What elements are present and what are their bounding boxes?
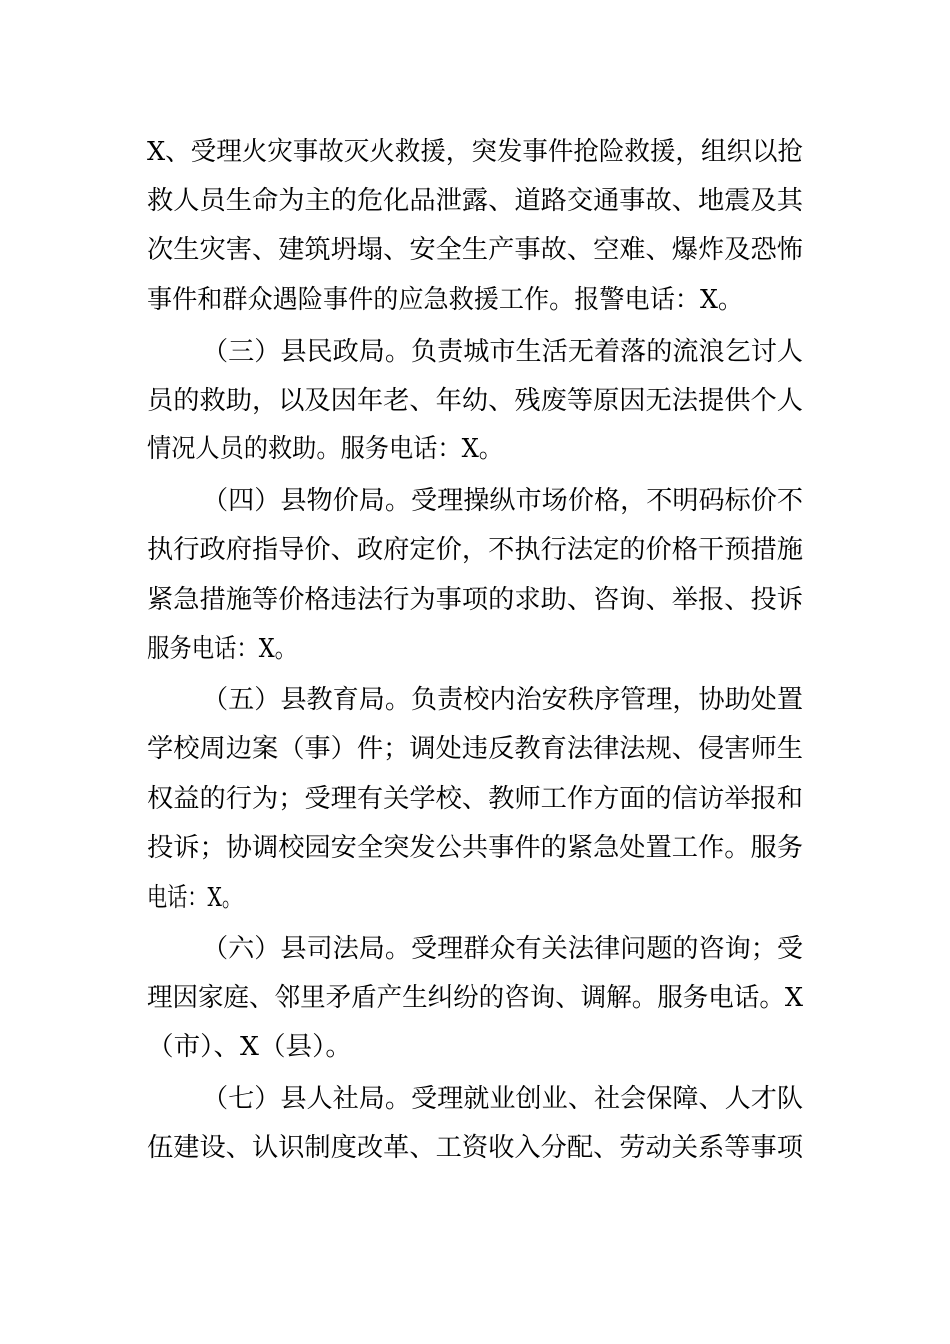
text-line: [0, 1128, 950, 1168]
line-text: 服务电话：X。: [147, 634, 297, 664]
line-text: 员的救助，以及因年老、年幼、残废等原因无法提供个人: [147, 386, 803, 416]
text-line: [0, 878, 950, 918]
text-line: [0, 978, 950, 1018]
text-line: [0, 629, 950, 669]
text-line: [0, 481, 950, 521]
line-text: （三）县民政局。负责城市生活无着落的流浪乞讨人: [202, 337, 803, 367]
line-text: 伍建设、认识制度改革、工资收入分配、劳动关系等事项: [147, 1133, 803, 1163]
text-line: [0, 332, 950, 372]
text-line: [0, 530, 950, 570]
line-text: 学校周边案（事）件；调处违反教育法律法规、侵害师生: [147, 734, 803, 764]
line-text: （市）、X（县）。: [147, 1032, 352, 1062]
line-text: 电话：X。: [147, 883, 242, 913]
line-text: （五）县教育局。负责校内治安秩序管理，协助处置: [202, 685, 803, 715]
line-text: （六）县司法局。受理群众有关法律问题的咨询；受: [202, 934, 803, 964]
text-line: [0, 280, 950, 320]
line-text: 救人员生命为主的危化品泄露、道路交通事故、地震及其: [147, 186, 803, 216]
text-line: [0, 828, 950, 868]
text-line: [0, 779, 950, 819]
text-line: [0, 580, 950, 620]
line-text: 情况人员的救助。服务电话：X。: [147, 434, 503, 464]
line-text: 执行政府指导价、政府定价，不执行法定的价格干预措施: [147, 535, 803, 565]
line-text: 事件和群众遇险事件的应急救援工作。报警电话：X。: [147, 285, 743, 315]
text-line: [0, 429, 950, 469]
text-line: [0, 181, 950, 221]
line-text: 投诉；协调校园安全突发公共事件的紧急处置工作。服务: [147, 833, 803, 863]
text-line: [0, 381, 950, 421]
line-text: 次生灾害、建筑坍塌、安全生产事故、空难、爆炸及恐怖: [147, 235, 803, 265]
text-line: [0, 230, 950, 270]
text-line: [0, 1027, 950, 1067]
line-text: （四）县物价局。受理操纵市场价格，不明码标价不: [202, 486, 803, 516]
line-text: （七）县人社局。受理就业创业、社会保障、人才队: [202, 1084, 803, 1114]
line-text: 权益的行为；受理有关学校、教师工作方面的信访举报和: [147, 784, 803, 814]
text-line: [0, 132, 950, 172]
line-text: 理因家庭、邻里矛盾产生纠纷的咨询、调解。服务电话。X: [147, 983, 803, 1013]
line-text: 紧急措施等价格违法行为事项的求助、咨询、举报、投诉: [147, 585, 803, 615]
text-line: [0, 929, 950, 969]
text-line: [0, 680, 950, 720]
text-line: [0, 729, 950, 769]
text-line: [0, 1079, 950, 1119]
line-text: X、受理火灾事故灭火救援，突发事件抢险救援，组织以抢: [147, 137, 803, 167]
